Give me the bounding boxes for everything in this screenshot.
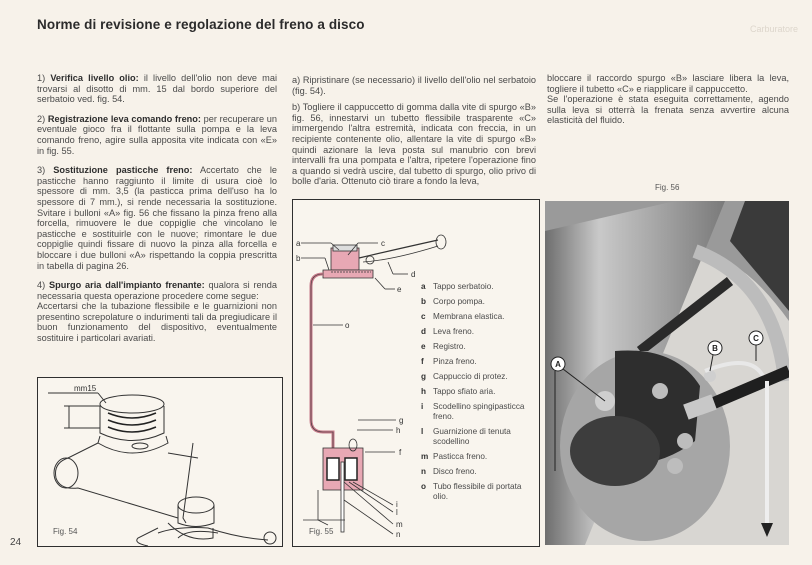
page-number: 24 [10, 537, 22, 548]
legend-item: m Pasticca freno. [421, 452, 488, 461]
figure-56-photo [545, 201, 789, 545]
marker-c: C [753, 334, 759, 343]
legend-item: i Scodellino spingipasticca freno. [421, 402, 525, 421]
legend-item: a Tappo serbatoio. [421, 282, 494, 291]
figure-caption: Fig. 54 [53, 527, 78, 536]
label-e: e [397, 285, 402, 294]
legend-item: d Leva freno. [421, 327, 474, 336]
label-d: d [411, 270, 416, 279]
item-heading: Verifica livello olio: [50, 73, 139, 83]
item-number: 1) [37, 73, 46, 83]
item-number: 4) [37, 280, 46, 291]
paragraph-continued: bloccare il raccordo spurgo «B» lasciare libera la leva, togliere il tubetto «C» e riapplicare il cappuccetto. [547, 73, 789, 94]
marker-b: B [712, 344, 718, 353]
label-a: a [296, 239, 301, 248]
item-number: 2) [37, 113, 46, 124]
figure-54 [37, 377, 283, 547]
label-m: m [396, 520, 403, 529]
item-heading: Spurgo aria dall'impianto frenante: [49, 280, 205, 291]
dimension-label: mm15 [74, 384, 97, 393]
legend-item: n Disco freno. [421, 467, 477, 476]
legend-item: o Tubo flessibile di portata olio. [421, 482, 522, 501]
label-l: l [396, 508, 398, 517]
figure-caption: Fig. 55 [309, 527, 334, 536]
figure-caption: Fig. 56 [655, 183, 680, 192]
paragraph-1 [37, 73, 277, 105]
legend-item: h Tappo sfiato aria. [421, 387, 496, 396]
marker-a: A [555, 360, 561, 369]
legend-item: b Corpo pompa. [421, 297, 485, 306]
label-n: n [396, 530, 401, 539]
item-text: il livello dell'olio non deve mai trovarsi al disotto di mm. 15 dal bordo superiore del serbatoio ved. fig. 54. [37, 73, 277, 105]
column-1 [37, 73, 277, 353]
item-heading: Sostituzione pasticche freno: [53, 165, 193, 176]
item-heading: Registrazione leva comando freno: [47, 113, 201, 124]
item-text: Accertato che le pasticche hanno raggiunto il limite di usura cioè lo spessore di mm. 3,5 (la pasticca prima dell'uso ha lo spessore di 7 mm.), si rende necessaria la sostituzione. Svitare i bulloni «A» fig. 56 che fissano la pinza freno alla forcella, rimuovere le due coppiglie che vincolano le pasticche e sostituirle con le nuove; rimontare le due coppiglie quindi fissare di nuovo la pinza alla forcella e bloccare i due bulloni «A» rispettando la coppia prescritta in tabella di pagina 26. [37, 165, 277, 271]
paragraph-b: b) Togliere il cappuccetto di gomma dalla vite di spurgo «B» fig. 56, innestarvi un tubetto flessibile trasparente «C» immergendo l'altra estremità, indicata con freccia, in un recipiente contenente olio, allentare la vite di spurgo «B» quindi azionare la leva posta sul manubrio con brevi intervalli fra una pompata e l'altra, ripetere l'operazione fino a quando si vedrà uscire, dal tubetto di spurgo, olio privo di bolle d'aria. Ottenuto ciò tirare a fondo la leva, [292, 102, 536, 187]
caliper-photo [545, 201, 789, 545]
label-o: o [345, 321, 350, 330]
item-number: 3) [37, 165, 46, 176]
paragraph-3 [37, 165, 277, 271]
item-text: qualora si renda necessaria questa operazione procedere come segue: [37, 280, 277, 301]
figure-legend [421, 282, 533, 507]
item-text: per recuperare un eventuale gioco fra il flottante sulla pompa e la leva comando freno, agire sulla apposita vite indicata con «E» in fig. 55. [37, 113, 277, 156]
label-g: g [399, 416, 404, 425]
label-f: f [399, 448, 402, 457]
legend-item: f Pinza freno. [421, 357, 477, 366]
label-b: b [296, 254, 301, 263]
column-3 [547, 73, 789, 126]
reservoir-illustration [38, 378, 282, 546]
label-c: c [381, 239, 385, 248]
legend-item: e Registro. [421, 342, 466, 351]
legend-item: g Cappuccio di protez. [421, 372, 508, 381]
paragraph-a: a) Ripristinare (se necessario) il livello dell'olio nel serbatoio (fig. 54). [292, 75, 536, 96]
column-2 [292, 75, 536, 193]
label-i: i [396, 500, 398, 509]
page-title: Norme di revisione e regolazione del freno a disco [37, 17, 365, 32]
legend-item: c Membrana elastica. [421, 312, 505, 321]
paragraph-2 [37, 114, 277, 156]
ghost-header: Carburatore [750, 24, 799, 34]
paragraph-4 [37, 280, 277, 301]
paragraph-result: Se l'operazione è stata eseguita correttamente, agendo sulla leva si otterrà la frenata senza avvertire alcuna elasticità del fluido. [547, 94, 789, 126]
paragraph-5: Accertarsi che la tubazione flessibile e le guarnizioni non presentino screpolature o indurimenti tali da pregiudicare il buon funzionamento del dispositivo, eventualmente sostituire i particolari avariati. [37, 301, 277, 344]
label-h: h [396, 426, 401, 435]
figure-55 [292, 199, 540, 547]
legend-item: l Guarnizione di tenuta scodellino [421, 427, 511, 446]
